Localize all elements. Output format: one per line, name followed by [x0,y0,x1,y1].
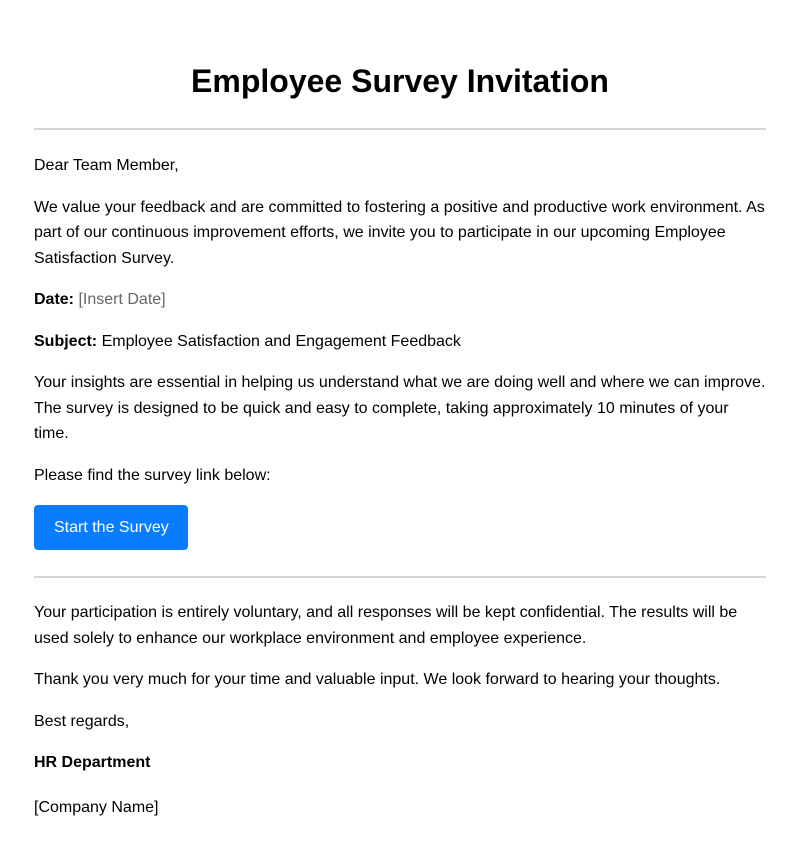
subject-value: Employee Satisfaction and Engagement Feedback [101,332,461,350]
date-value: [Insert Date] [78,291,166,308]
subject-line [34,329,766,355]
closing: Best regards, [34,712,130,730]
confidentiality-paragraph: Your participation is entirely voluntary, and all responses will be kept confidential. The results will be used solely to enhance our workplace environment and employee experience. [34,604,738,647]
link-intro: Please find the survey link below: [34,466,271,484]
page-title: Employee Survey Invitation [191,63,609,99]
thanks-paragraph: Thank you very much for your time and valuable input. We look forward to hearing your thoughts. [34,671,721,688]
subject-label: Subject: [34,332,98,350]
signature-department: HR Department [34,754,151,771]
date-line [34,287,766,313]
date-label: Date: [34,291,75,308]
start-survey-button[interactable]: Start the Survey [34,505,188,550]
greeting: Dear Team Member, [34,157,179,174]
divider [34,128,766,130]
signature-company: [Company Name] [34,798,159,816]
divider [34,576,766,578]
insights-paragraph: Your insights are essential in helping us understand what we are doing well and where we can improve. The survey is designed to be quick and easy to complete, taking approximately 10 minutes of your time. [34,374,766,442]
intro-paragraph: We value your feedback and are committed to fostering a positive and productive work environment. As part of our continuous improvement efforts, we invite you to participate in our upcoming Employee Satisfaction Survey. [34,198,765,267]
